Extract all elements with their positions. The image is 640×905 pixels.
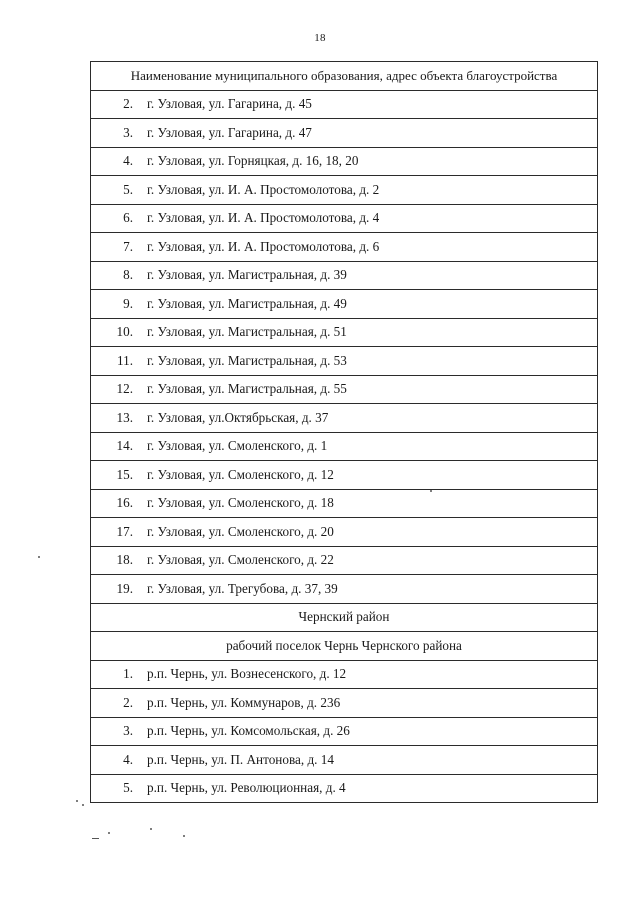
row-address: г. Узловая, ул. И. А. Простомолотова, д. 2 <box>139 176 598 205</box>
row-address: г. Узловая, ул. Гагарина, д. 45 <box>139 90 598 119</box>
table-header-row <box>91 62 598 91</box>
row-number: 5. <box>91 176 140 205</box>
table-row <box>91 404 598 433</box>
table-row <box>91 176 598 205</box>
row-number: 2. <box>91 689 140 718</box>
addresses-table <box>90 61 598 803</box>
table-row <box>91 318 598 347</box>
row-address: р.п. Чернь, ул. Комсомольская, д. 26 <box>139 717 598 746</box>
table-row <box>91 347 598 376</box>
scan-speck <box>150 828 152 830</box>
row-number: 1. <box>91 660 140 689</box>
table-row <box>91 432 598 461</box>
row-number: 4. <box>91 147 140 176</box>
addresses-table-body <box>91 62 598 803</box>
table-row <box>91 233 598 262</box>
row-address: г. Узловая, ул. Магистральная, д. 55 <box>139 375 598 404</box>
row-address: г. Узловая, ул. И. А. Простомолотова, д. 6 <box>139 233 598 262</box>
row-address: г. Узловая, ул. Смоленского, д. 20 <box>139 518 598 547</box>
row-number: 9. <box>91 290 140 319</box>
table-row <box>91 518 598 547</box>
district-heading: Чернский район <box>91 603 598 632</box>
table-row <box>91 261 598 290</box>
row-address: г. Узловая, ул. Смоленского, д. 18 <box>139 489 598 518</box>
table-row <box>91 375 598 404</box>
scan-speck <box>430 490 432 492</box>
row-address: р.п. Чернь, ул. Коммунаров, д. 236 <box>139 689 598 718</box>
row-number: 2. <box>91 90 140 119</box>
row-number: 7. <box>91 233 140 262</box>
row-address: г. Узловая, ул. Смоленского, д. 1 <box>139 432 598 461</box>
scan-speck <box>183 835 185 837</box>
row-address: г. Узловая, ул. Гагарина, д. 47 <box>139 119 598 148</box>
scan-speck <box>38 556 40 558</box>
row-address: р.п. Чернь, ул. Вознесенского, д. 12 <box>139 660 598 689</box>
table-row <box>91 546 598 575</box>
row-address: р.п. Чернь, ул. Революционная, д. 4 <box>139 774 598 803</box>
row-number: 5. <box>91 774 140 803</box>
scan-speck <box>82 804 84 806</box>
table-row <box>91 774 598 803</box>
row-number: 8. <box>91 261 140 290</box>
row-number: 3. <box>91 717 140 746</box>
table-row <box>91 461 598 490</box>
row-number: 18. <box>91 546 140 575</box>
row-number: 14. <box>91 432 140 461</box>
row-number: 13. <box>91 404 140 433</box>
settlement-heading-row <box>91 632 598 661</box>
row-number: 19. <box>91 575 140 604</box>
page-number: 18 <box>314 32 326 44</box>
row-number: 6. <box>91 204 140 233</box>
district-heading-row <box>91 603 598 632</box>
table-row <box>91 689 598 718</box>
table-row <box>91 717 598 746</box>
row-number: 10. <box>91 318 140 347</box>
table-row <box>91 90 598 119</box>
row-address: г. Узловая, ул. Магистральная, д. 39 <box>139 261 598 290</box>
row-number: 3. <box>91 119 140 148</box>
row-number: 16. <box>91 489 140 518</box>
row-number: 11. <box>91 347 140 376</box>
row-address: г. Узловая, ул. Магистральная, д. 53 <box>139 347 598 376</box>
row-address: г. Узловая, ул. Горняцкая, д. 16, 18, 20 <box>139 147 598 176</box>
row-number: 15. <box>91 461 140 490</box>
table-row <box>91 290 598 319</box>
scan-speck <box>76 800 78 802</box>
row-address: г. Узловая, ул. Смоленского, д. 22 <box>139 546 598 575</box>
row-address: р.п. Чернь, ул. П. Антонова, д. 14 <box>139 746 598 775</box>
row-number: 4. <box>91 746 140 775</box>
scan-speck <box>108 832 110 834</box>
table-row <box>91 746 598 775</box>
row-address: г. Узловая, ул. И. А. Простомолотова, д. 4 <box>139 204 598 233</box>
row-number: 17. <box>91 518 140 547</box>
table-row <box>91 204 598 233</box>
row-number: 12. <box>91 375 140 404</box>
row-address: г. Узловая, ул. Магистральная, д. 49 <box>139 290 598 319</box>
table-row <box>91 119 598 148</box>
row-address: г. Узловая, ул. Магистральная, д. 51 <box>139 318 598 347</box>
table-header: Наименование муниципального образования, адрес объекта благоустройства <box>91 62 598 91</box>
table-row <box>91 660 598 689</box>
row-address: г. Узловая, ул.Октябрьская, д. 37 <box>139 404 598 433</box>
scan-speck <box>92 838 99 839</box>
table-row <box>91 147 598 176</box>
settlement-heading: рабочий поселок Чернь Чернского района <box>91 632 598 661</box>
row-address: г. Узловая, ул. Трегубова, д. 37, 39 <box>139 575 598 604</box>
table-row <box>91 489 598 518</box>
row-address: г. Узловая, ул. Смоленского, д. 12 <box>139 461 598 490</box>
table-row <box>91 575 598 604</box>
